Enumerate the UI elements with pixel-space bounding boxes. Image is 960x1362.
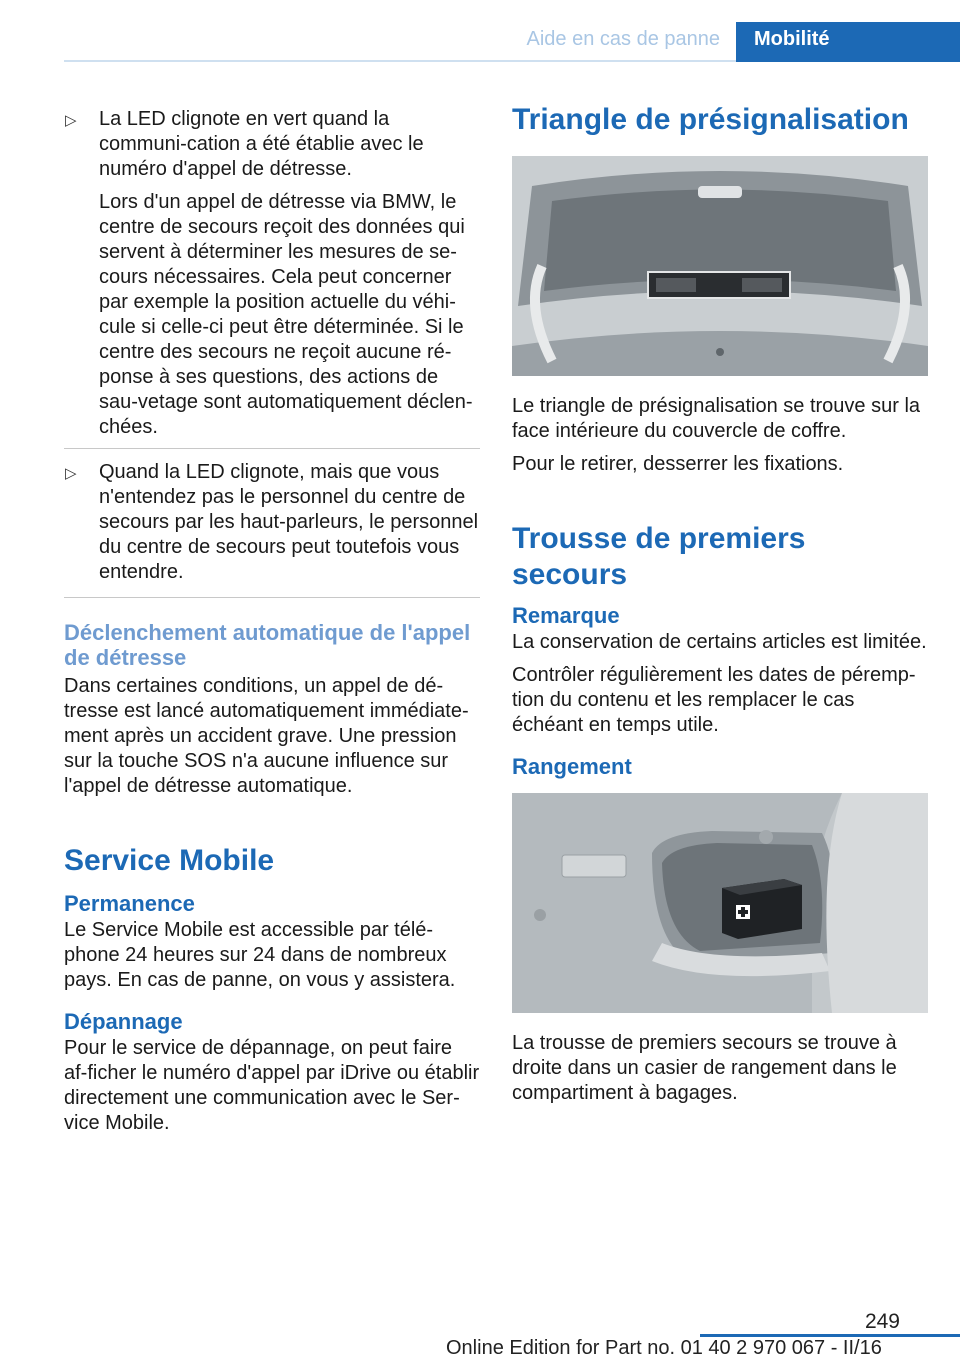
- bullet-item: [64, 448, 480, 585]
- bullet-list: [64, 96, 480, 598]
- right-column: [512, 96, 928, 1114]
- auto-call-heading: Déclenchement automatique de l'appel de détresse: [64, 620, 471, 670]
- permanence-heading: Permanence: [64, 891, 195, 916]
- triangle-title: Triangle de présignalisation: [512, 103, 909, 136]
- triangle-paragraph-1: Le triangle de présignalisation se trouve sur la face intérieure du couvercle de coffre.: [512, 395, 921, 442]
- auto-call-text: Dans certaines conditions, un appel de dé-tresse est lancé automatiquement immédiate-ment après un accident grave. Une pression sur la touche SOS n'a aucune influence sur l'appel de détresse automatique.: [64, 675, 469, 797]
- rangement-text: La trousse de premiers secours se trouve à droite dans un casier de rangement dans le compartiment à bagages.: [512, 1032, 897, 1104]
- bullet-item: [64, 96, 480, 440]
- bullet-1-paragraph-2: Lors d'un appel de détresse via BMW, le centre de secours reçoit des données qui servent à déterminer les mesures de se-cours nécessaires. Cela peut concerner par exemple la position actuelle du véhi-cule si celle-ci peut être déterminée. Si le centre des secours ne reçoit aucune ré-ponse à ses questions, des actions de sau-vetage sont automatiquement déclen-chées.: [99, 191, 473, 438]
- bullet-2-paragraph-1: ▷ Quand la LED clignote, mais que vous n'entendez pas le personnel du centre de secours par les haut-parleurs, le personnel du centre de secours peut toutefois vous entendre.: [99, 461, 479, 583]
- permanence-text: Le Service Mobile est accessible par télé-phone 24 heures sur 24 dans de nombreux pays. En cas de panne, on vous y assistera.: [64, 919, 456, 991]
- remarque-paragraph-2: Contrôler régulièrement les dates de péremp-tion du contenu et les remplacer le cas échéant en temps utile.: [512, 664, 916, 736]
- page-number: 249: [864, 1310, 900, 1333]
- service-mobile-title: Service Mobile: [64, 844, 275, 877]
- triangle-paragraph-2: Pour le retirer, desserrer les fixations.: [512, 453, 844, 475]
- remarque-paragraph-1: La conservation de certains articles est limitée.: [512, 631, 927, 653]
- trunk-storage-image: [512, 793, 928, 1013]
- depannage-heading: Dépannage: [64, 1009, 183, 1034]
- left-column: [64, 96, 480, 1144]
- header-chapter-tab: Mobilité: [736, 22, 960, 62]
- storage-compartment-illustration: [512, 793, 928, 1013]
- remarque-heading: Remarque: [512, 603, 620, 628]
- trunk-lid-image: [512, 156, 928, 376]
- header-section: Aide en cas de panne: [526, 28, 720, 50]
- trunk-lid-illustration: [512, 156, 928, 376]
- first-aid-title: Trousse de premiers secours: [512, 522, 806, 591]
- depannage-text: Pour le service de dépannage, on peut faire af-ficher le numéro d'appel par iDrive ou établir directement une communication avec le Ser-vice Mobile.: [64, 1037, 480, 1134]
- bullet-1-paragraph-1: ▷ La LED clignote en vert quand la communi-cation a été établie avec le numéro d'appel de détresse.: [99, 108, 424, 180]
- edition-footer: Online Edition for Part no. 01 40 2 970 067 - II/16: [446, 1337, 882, 1359]
- rangement-heading: Rangement: [512, 754, 632, 779]
